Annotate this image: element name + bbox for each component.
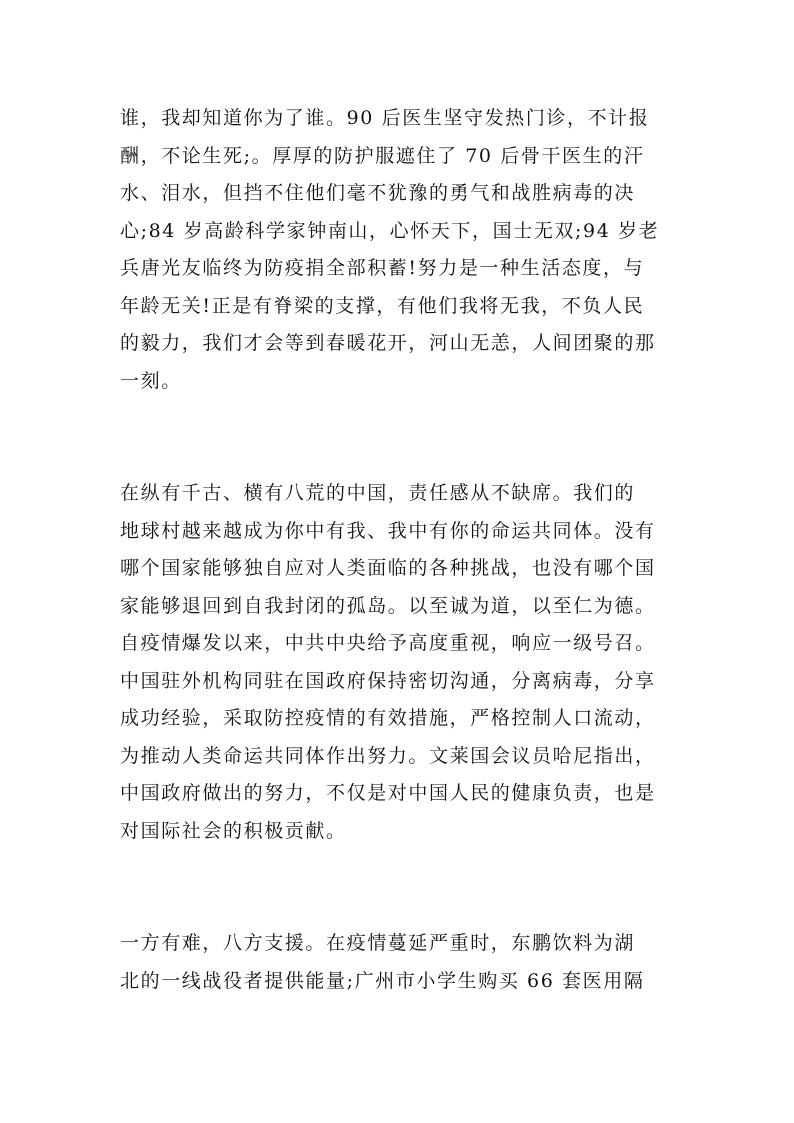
text-line: 的毅力，我们才会等到春暖花开，河山无恙，人间团聚的那 [120,332,656,354]
paragraph-1 [120,100,686,400]
text-line: 一方有难，八方支援。在疫情蔓延严重时，东鹏饮料为湖 [120,932,636,954]
text-line: 成功经验，采取防控疫情的有效措施，严格控制人口流动， [120,707,656,729]
text-line: 地球村越来越成为你中有我、我中有你的命运共同体。没有 [120,519,656,542]
text-line: 在纵有千古、横有八荒的中国，责任感从不缺席。我们的 [120,482,636,504]
text-line: 北的一线战役者提供能量;广州市小学生购买 66 套医用隔 [120,969,645,992]
text-line: 一刻。 [120,369,182,392]
text-line: 水、泪水，但挡不住他们毫不犹豫的勇气和战胜病毒的决 [120,182,636,204]
text-line: 酬，不论生死;。厚厚的防护服遮住了 70 后骨干医生的汗 [120,144,645,167]
text-line: 中国政府做出的努力，不仅是对中国人民的健康负责，也是 [120,782,656,804]
text-line: 心;84 岁高龄科学家钟南山，心怀天下，国士无双;94 岁老 [120,219,660,242]
text-line: 自疫情爆发以来，中共中央给予高度重视，响应一级号召。 [120,632,656,654]
text-line: 谁，我却知道你为了谁。90 后医生坚守发热门诊，不计报 [120,107,650,129]
text-line: 为推动人类命运共同体作出努力。文莱国会议员哈尼指出， [120,744,656,767]
text-line: 对国际社会的积极贡献。 [120,819,347,842]
text-line: 年龄无关!正是有脊梁的支撑，有他们我将无我，不负人民 [120,294,645,317]
text-line: 家能够退回到自我封闭的孤岛。以至诚为道，以至仁为德。 [120,594,656,617]
text-line: 中国驻外机构同驻在国政府保持密切沟通，分离病毒，分享 [120,669,656,692]
paragraph-3 [120,925,686,1000]
text-line: 兵唐光友临终为防疫捐全部积蓄!努力是一种生活态度，与 [120,257,645,279]
text-line: 哪个国家能够独自应对人类面临的各种挑战，也没有哪个国 [120,557,656,579]
paragraph-2 [120,475,686,850]
